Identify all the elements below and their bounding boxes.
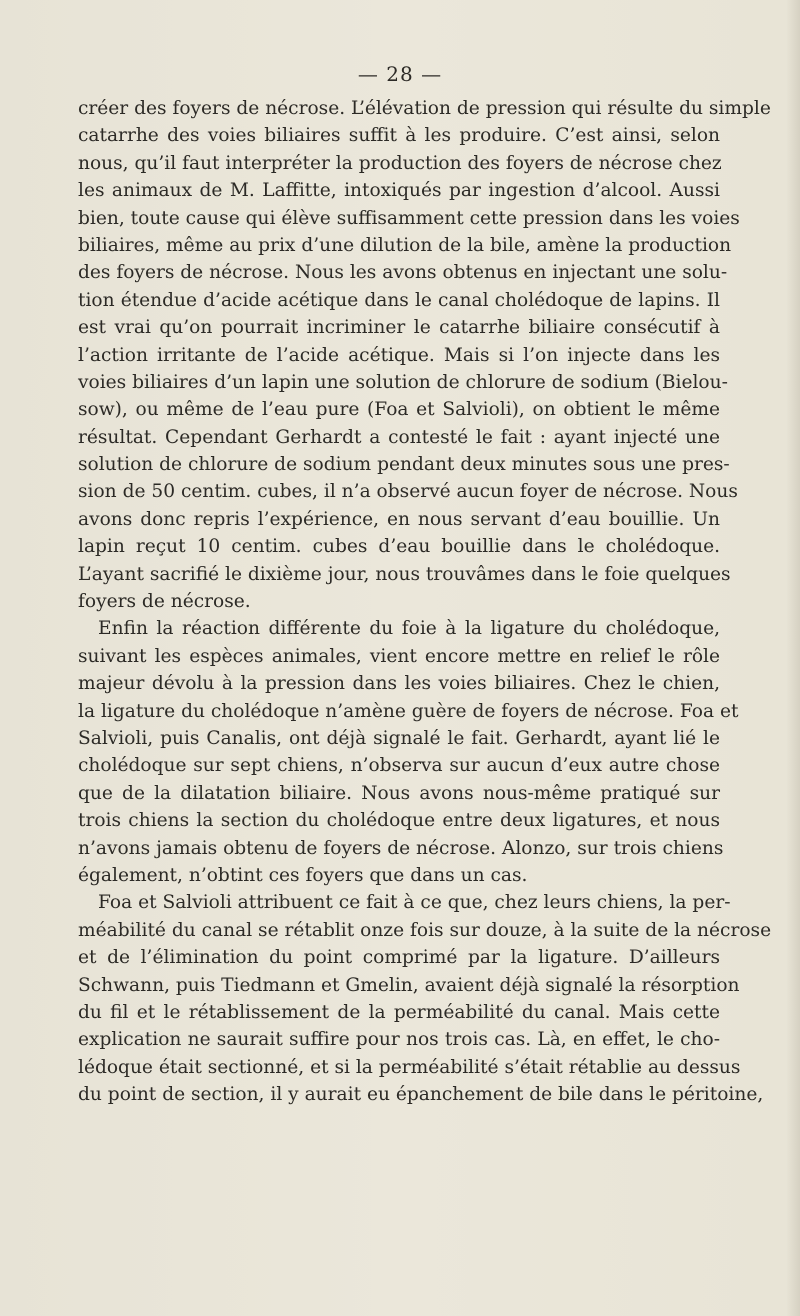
text-line: n’avons jamais obtenu de foyers de nécrose. Alonzo, sur trois chiens bbox=[78, 837, 724, 859]
text-line: suivant les espèces animales, vient encore mettre en relief le rôle bbox=[78, 645, 720, 667]
text-line: également, n’obtint ces foyers que dans un cas. bbox=[78, 864, 528, 886]
text-line: et de l’élimination du point comprimé par la ligature. D’ailleurs bbox=[78, 947, 720, 969]
text-line: Schwann, puis Tiedmann et Gmelin, avaient déjà signalé la résorption bbox=[78, 974, 740, 996]
text-line: tion étendue d’acide acétique dans le canal cholédoque de lapins. Il bbox=[78, 289, 720, 311]
text-line: créer des foyers de nécrose. L’élévation de pression qui résulte du simple bbox=[78, 98, 771, 119]
text-line: catarrhe des voies biliaires suffit à les produire. C’est ainsi, selon bbox=[78, 125, 720, 147]
paragraph-3 bbox=[78, 889, 772, 1108]
text-line: Foa et Salvioli attribuent ce fait à ce que, chez leurs chiens, la per- bbox=[98, 892, 731, 914]
text-line: sion de 50 centim. cubes, il n’a observé aucun foyer de nécrose. Nous bbox=[78, 481, 738, 503]
text-line: la ligature du cholédoque n’amène guère de foyers de nécrose. Foa et bbox=[78, 700, 739, 722]
paragraph-1 bbox=[78, 95, 771, 615]
text-line: biliaires, même au prix d’une dilution de la bile, amène la production bbox=[78, 234, 732, 256]
text-line: lédoque était sectionné, et si la perméabilité s’était rétablie au dessus bbox=[78, 1056, 741, 1078]
text-line: voies biliaires d’un lapin une solution de chlorure de sodium (Bielou- bbox=[78, 371, 728, 393]
text-line: est vrai qu’on pourrait incriminer le catarrhe biliaire consécutif à bbox=[78, 317, 720, 339]
text-line: majeur dévolu à la pression dans les voies biliaires. Chez le chien, bbox=[78, 673, 720, 695]
text-line: des foyers de nécrose. Nous les avons obtenus en injectant une solu- bbox=[78, 262, 728, 284]
text-line: les animaux de M. Laffitte, intoxiqués par ingestion d’alcool. Aussi bbox=[78, 180, 720, 202]
text-line: lapin reçut 10 centim. cubes d’eau bouillie dans le cholédoque. bbox=[78, 536, 720, 558]
paragraph-2 bbox=[78, 615, 739, 889]
page-edge-shadow bbox=[786, 0, 800, 1316]
page-number: — 28 — bbox=[357, 62, 443, 86]
text-line: sow), ou même de l’eau pure (Foa et Salvioli), on obtient le même bbox=[78, 399, 720, 421]
text-line: du point de section, il y aurait eu épanchement de bile dans le péritoine, bbox=[78, 1084, 764, 1106]
text-line: trois chiens la section du cholédoque entre deux ligatures, et nous bbox=[78, 810, 720, 832]
text-line: Enfin la réaction différente du foie à la ligature du cholédoque, bbox=[98, 618, 720, 640]
text-line: l’action irritante de l’acide acétique. Mais si l’on injecte dans les bbox=[78, 344, 720, 366]
text-line: explication ne saurait suffire pour nos trois cas. Là, en effet, le cho- bbox=[78, 1029, 720, 1051]
text-line: L’ayant sacrifié le dixième jour, nous trouvâmes dans le foie quelques bbox=[78, 563, 731, 585]
text-line: cholédoque sur sept chiens, n’observa sur aucun d’eux autre chose bbox=[78, 755, 720, 777]
text-line: Salvioli, puis Canalis, ont déjà signalé le fait. Gerhardt, ayant lié le bbox=[78, 727, 720, 749]
text-line: foyers de nécrose. bbox=[78, 591, 251, 613]
text-line: du fil et le rétablissement de la perméabilité du canal. Mais cette bbox=[78, 1001, 720, 1023]
text-line: méabilité du canal se rétablit onze fois sur douze, à la suite de la nécrose bbox=[78, 919, 772, 941]
text-line: que de la dilatation biliaire. Nous avons nous-même pratiqué sur bbox=[78, 782, 720, 804]
text-line: solution de chlorure de sodium pendant deux minutes sous une pres- bbox=[78, 454, 730, 476]
text-line: nous, qu’il faut interpréter la production des foyers de nécrose chez bbox=[78, 152, 722, 174]
text-line: résultat. Cependant Gerhardt a contesté le fait : ayant injecté une bbox=[78, 426, 720, 448]
text-line: avons donc repris l’expérience, en nous servant d’eau bouillie. Un bbox=[78, 508, 720, 530]
text-line: bien, toute cause qui élève suffisamment cette pression dans les voies bbox=[78, 207, 740, 229]
body-text bbox=[78, 95, 772, 1108]
